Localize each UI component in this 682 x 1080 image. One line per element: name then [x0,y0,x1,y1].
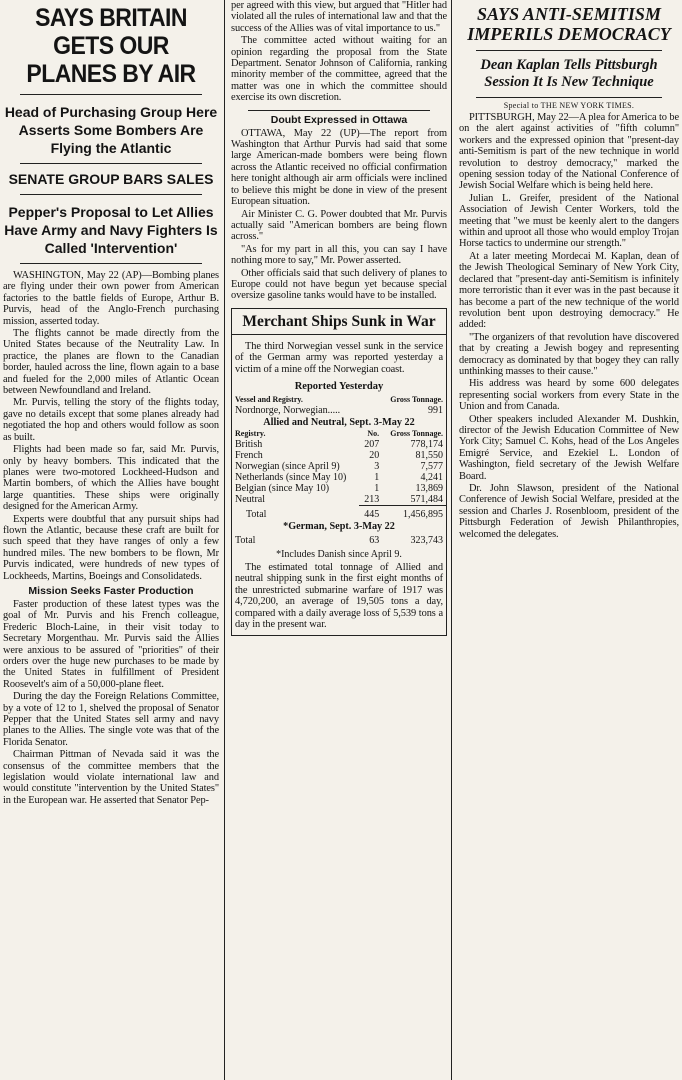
col-header-registry: Registry. [235,428,266,438]
paragraph: His address was heard by some 600 delegates representing social workers from every State in the Union and from Canada. [459,378,679,413]
column-rule-right [451,0,452,1080]
deck-dean-kaplan: Dean Kaplan Tells Pittsburgh Session It Is New Technique [480,57,658,90]
german-total-row [232,532,446,546]
row-tons: 4,241 [420,471,443,483]
divider [20,194,202,195]
deck-purchasing-group: Head of Purchasing Group Here Asserts Some Bombers Are Flying the Atlantic [4,104,218,156]
row-no: 1 [374,482,380,494]
article-continued-ottawa [228,0,450,636]
paragraph: OTTAWA, May 22 (UP)—The report from Washington that Arthur Purvis had said that some large American-made bombers were being flown across the Atlantic received no official confirmation here tonight although air arm officials were inclined to believe this might be done in view of the present European situation. [231,127,447,208]
allied-head: Allied and Neutral, Sept. 3-May 22 [263,416,415,428]
paragraph: Flights had been made so far, said Mr. Purvis, only by heavy bombers. This indicated that the planes were two-motored Lockheed-Hudson and Martin bombers, of which the Allies have bought large quantities. These ships were originally designed for the American Army. [3,444,219,513]
divider [20,163,202,164]
paragraph: At a later meeting Mordecai M. Kaplan, dean of the Jewish Theological Seminary of New York City, declared that "present-day anti-Semitism is infinitely more terroristic than it ever was in the past because it has become a part of the new technique of the world revolution bent upon destroying democracy." He added: [459,250,679,331]
divider [476,50,662,51]
paragraph: Other speakers included Alexander M. Dushkin, director of the Jewish Education Committee of New York City; Samuel C. Kohs, head of the Los Angeles Emigré Service, and Ezekiel L. London of Washington, field secretary of the Jewish Welfare Board. [459,413,679,482]
subhead-faster-production: Mission Seeks Faster Production [28,584,194,597]
reported-table [232,394,446,416]
german-total-tons: 323,743 [410,534,443,546]
row-no: 20 [369,449,380,461]
table-row [232,472,446,483]
paragraph: Other officials said that such delivery of planes to Europe could not have begun yet because special oversize gasoline tanks would have to be installed. [231,267,447,302]
row-tons: 81,550 [415,449,443,461]
paragraph: "The organizers of that revolution have discovered that by creating a Jewish bogey and representing democracy as dominated by that bogey they can rally unthinking masses to their cause." [459,331,679,377]
table-row [232,405,446,416]
divider [20,263,202,264]
deck-pepper-proposal: Pepper's Proposal to Let Allies Have Army and Navy Fighters Is Called 'Intervention' [4,204,218,256]
total-tons: 1,456,895 [382,505,446,520]
col-header-gross: Gross Tonnage. [390,428,443,438]
row-no: 207 [364,438,380,450]
closing-paragraph: The estimated total tonnage of Allied and neutral shipping sunk in the first eight months of the unrestricted submarine warfare of 1917 was 4,720,200, an average of 19,505 tons a day, compared with a daily average loss of 5,539 tons a day in the present war. [235,561,443,630]
table-row [232,461,446,472]
paragraph: Mr. Purvis, telling the story of the flights today, gave no details except that some planes already had negotiated the hop and others would follow as soon as built. [3,397,219,443]
box-intro: The third Norwegian vessel sunk in the service of the German army was reported yesterday a victim of a mine off the Norwegian coast. [235,340,443,375]
merchant-ships-box [231,308,447,637]
table-row [232,450,446,461]
row-no: 3 [374,460,380,472]
article-anti-semitism [456,0,682,541]
deck-senate-group: SENATE GROUP BARS SALES [8,171,214,187]
paragraph: Dr. John Slawson, president of the National Conference of Jewish Social Welfare, presided at the session and Charles J. Rosenbloom, president of the Pittsburgh Federation of Jewish Philanthropies, welcomed the delegates. [459,483,679,540]
subhead-doubt-ottawa: Doubt Expressed in Ottawa [270,113,408,126]
col-header-no: No. [367,428,380,438]
col-header-vessel: Vessel and Registry. [235,394,303,404]
paragraph: During the day the Foreign Relations Committee, by a vote of 12 to 1, shelved the proposal of Senator Pepper that the United States sell army and navy planes to the Allies. The single vote was that of the Florida Senator. [3,691,219,748]
paragraph: The committee acted without waiting for an opinion regarding the proposal from the State Department. Senator Johnson of California, ranking minority member of the committee, agreed that the matter was one in which the committee should exercise its own discretion. [231,35,447,104]
row-no: 1 [374,471,380,483]
vessel-name: Nordnorge, Norwegian..... [235,404,341,416]
paragraph: WASHINGTON, May 22 (AP)—Bombing planes are flying under their own power from American factories to the battle fields of Europe, Arthur B. Purvis, head of the Anglo-French purchasing mission, asserted today. [3,270,219,327]
headline-britain-planes: SAYS BRITAIN GETS OUR PLANES BY AIR [26,4,196,88]
row-name: Norwegian (since April 9) [235,460,340,472]
table-row [232,439,446,450]
headline-anti-semitism: SAYS ANTI-SEMITISM IMPERILS DEMOCRACY [467,4,671,44]
table-row [232,483,446,494]
box-title: Merchant Ships Sunk in War [232,309,446,335]
paragraph: The flights cannot be made directly from the United States because of the Neutrality Law. In practice, the planes are flown to the Canadian border, hauled across the line, flown again to a base and fueled for the 2,000 miles of Atlantic Ocean between Newfoundland and Ireland. [3,328,219,397]
paragraph: per agreed with this view, but argued that "Hitler had violated all the rules of international law and that the success of the Allies was of vital importance to us." [231,0,447,34]
reported-yesterday-head: Reported Yesterday [294,380,384,392]
row-no: 213 [364,493,380,505]
paragraph: Julian L. Greifer, president of the National Association of Jewish Center Workers, told the meeting that "we must be keenly alert to the dangers within and uproot all those who would employ Trojan Horse tactics to undermine our strength." [459,192,679,250]
row-name: Neutral [235,494,265,506]
paragraph: Experts were doubtful that any pursuit ships had flown the Atlantic, because these craft are built for such speed that they have ranges of only a few hundred miles. The new bombers to be flown, Mr Purvis indicated, were hundreds of new types of Lockheeds, Martins, Boeings and Consolidateds. [3,513,219,582]
row-name: French [235,449,263,461]
column-rule-left [224,0,225,1080]
total-label: Total [246,508,267,520]
total-no: 445 [359,505,382,520]
paragraph: Chairman Pittman of Nevada said it was the consensus of the committee members that the legislation would violate international law and would constitute "intervention by the United States" in the European war. He asserted that Senator Pep- [3,749,219,806]
row-tons: 13,869 [415,482,443,494]
paragraph: "As for my part in all this, you can say I have nothing more to say," Mr. Power asserted. [231,243,447,267]
row-tons: 7,577 [420,460,443,472]
divider [248,110,430,111]
article-britain-planes [0,0,222,807]
row-tons: 778,174 [410,438,443,450]
divider [476,97,662,98]
german-total-no: 63 [369,534,380,546]
row-tons: 571,484 [410,493,443,505]
special-line: Special to THE NEW YORK TIMES. [503,101,635,110]
table-row [232,494,446,506]
row-name: Netherlands (since May 10) [235,471,347,483]
allied-neutral-table [232,416,446,546]
german-head: *German, Sept. 3-May 22 [283,520,395,532]
divider [20,94,202,95]
paragraph: Faster production of these latest types was the goal of Mr. Purvis and his French colleague, Frederic Bloch-Laine, in their visit today to Secretary Morgenthau. Mr. Purvis said the Allies were anxious to be assured of "priorities" of their orders over the huge new purchases to be made by the United States in fulfillment of President Roosevelt's aim of a 50,000-plane fleet. [3,598,219,690]
paragraph: Air Minister C. G. Power doubted that Mr. Purvis actually said "American bombers are being flown across." [231,208,447,243]
total-row [232,505,446,520]
row-name: British [235,438,263,450]
german-total-label: Total [235,534,256,546]
row-name: Belgian (since May 10) [235,482,330,494]
paragraph: PITTSBURGH, May 22—A plea for America to be on the alert against activities of "fifth column" workers and the expressed opinion that "present-day anti-Semitism is part of the new technique in world revolution to destroy democracy," marked the opening session today of the National Conference of Jewish Social Welfare which is being held here. [459,112,679,192]
col-header-gross: Gross Tonnage. [390,394,443,404]
vessel-tonnage: 991 [428,404,443,416]
footnote: *Includes Danish since April 9. [276,548,402,560]
